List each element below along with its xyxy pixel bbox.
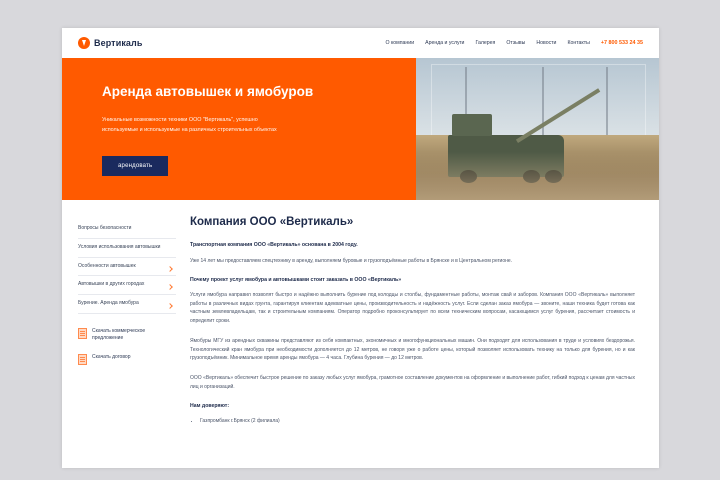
sidebar-item-lift-features[interactable]: Особенности автовышек [78, 258, 176, 277]
article-paragraph-2: Услуги ямобура направил позволят быстро и надёжно выполнить бурение под колодцы и столбы, фундаментные работы, монтаж свай и заборов. Компания ООО «Вертикаль» выполняет работы в различных видах грунта, гарантируя клиентам адекватные цены, производительность и надёжность услуг. Если сделан заказ ямобура — звоните, наши техника будет готова как частным землевладельцам, так и строительным компаниям. Оператор подробно проконсультирует по всем техническим вопросам, касающимся услуг бурения, рассчитает стоимость и определит сроки. [190, 291, 635, 324]
sidebar-item-other-cities[interactable]: Автовышки в других городах [78, 276, 176, 295]
sidebar-documents [78, 328, 176, 365]
article-subheading-2: Нам доверяют: [190, 402, 230, 409]
clients-list [190, 417, 635, 426]
hero-photo [416, 58, 659, 200]
logo-icon [78, 37, 90, 49]
nav-item-about[interactable]: О компании [385, 40, 415, 46]
hero-photo-beam [606, 67, 608, 141]
download-commercial-offer[interactable] [78, 328, 176, 343]
document-icon [78, 354, 87, 365]
document-icon [78, 328, 87, 339]
article-subheading-1: Почему проект услуг ямобура и автовышками стоит заказать в ООО «Вертикаль» [190, 276, 402, 283]
article-paragraph-1: Уже 14 лет мы предоставляем спецтехнику в аренду, выполняем буровые и грузоподъёмные работы в Брянске и в Центральном регионе. [190, 258, 513, 264]
article-paragraph-4: ООО «Вертикаль» обеспечит быстрое решение по заказу любых услуг ямобура, грамотное составление документов на оформление и выполнение работ, гибкий подход к ценам для частных лиц и организаций. [190, 375, 635, 390]
hero-section [62, 58, 659, 200]
download-contract[interactable] [78, 354, 176, 365]
hero-subtitle: Уникальные возможности техники ООО "Вертикаль", успешно используемые и используемые на различных строительных объектах [102, 116, 277, 134]
article-paragraph-3: Ямобуры МГУ из арендных скважины представляют из себя компактных, экономичных и многофункциональных машин. Они подходят для использования в труде и условиях бездорожья. Технологический кран ямобура при необходимости дополняется до 12 метров, не говоря уже о работе цены, который позволяет использовать технику на только для бурения, но и как грузоподъёмник. Минимальное время аренды ямобура — 4 часа. Глубина бурения — до 12 метров. [190, 337, 635, 362]
nav-item-rent-services[interactable]: Аренда и услуги [425, 40, 465, 46]
download-commercial-offer-label: Скачать коммерческое предложение [92, 327, 146, 342]
logo-text: Вертикаль [94, 38, 143, 48]
article-lead: Транспортная компания ООО «Вертикаль» основана в 2004 году. [190, 242, 358, 248]
nav-item-contacts[interactable]: Контакты [567, 40, 590, 46]
download-contract-label: Скачать договор [92, 353, 131, 360]
sidebar-item-usage-conditions[interactable]: Условия использования автовышки [78, 239, 176, 258]
main-navigation [385, 40, 643, 46]
hero-photo-beam [542, 67, 544, 141]
page-title: Компания ООО «Вертикаль» [190, 216, 354, 228]
hero-photo-dust [416, 152, 659, 200]
nav-item-news[interactable]: Новости [536, 40, 557, 46]
website-page [62, 28, 659, 468]
sidebar [62, 216, 176, 425]
hero-title: Аренда автовышек и ямобуров [102, 84, 314, 99]
rent-button[interactable]: арендовать [102, 156, 168, 176]
hero-text-block [62, 58, 416, 200]
phone-number[interactable]: +7 800 533 24 35 [600, 40, 643, 46]
sidebar-item-safety[interactable]: Вопросы безопасности [78, 220, 176, 239]
logo[interactable] [78, 37, 142, 49]
site-header [62, 28, 659, 58]
nav-item-gallery[interactable]: Галерея [475, 40, 496, 46]
list-item: • Газпромбанк г.Брянск (2 филиала) [200, 417, 635, 426]
nav-item-reviews[interactable]: Отзывы [506, 40, 526, 46]
article [176, 216, 659, 425]
page-content [62, 200, 659, 425]
sidebar-item-drilling-rent[interactable]: Бурение. Аренда ямобура [78, 295, 176, 314]
